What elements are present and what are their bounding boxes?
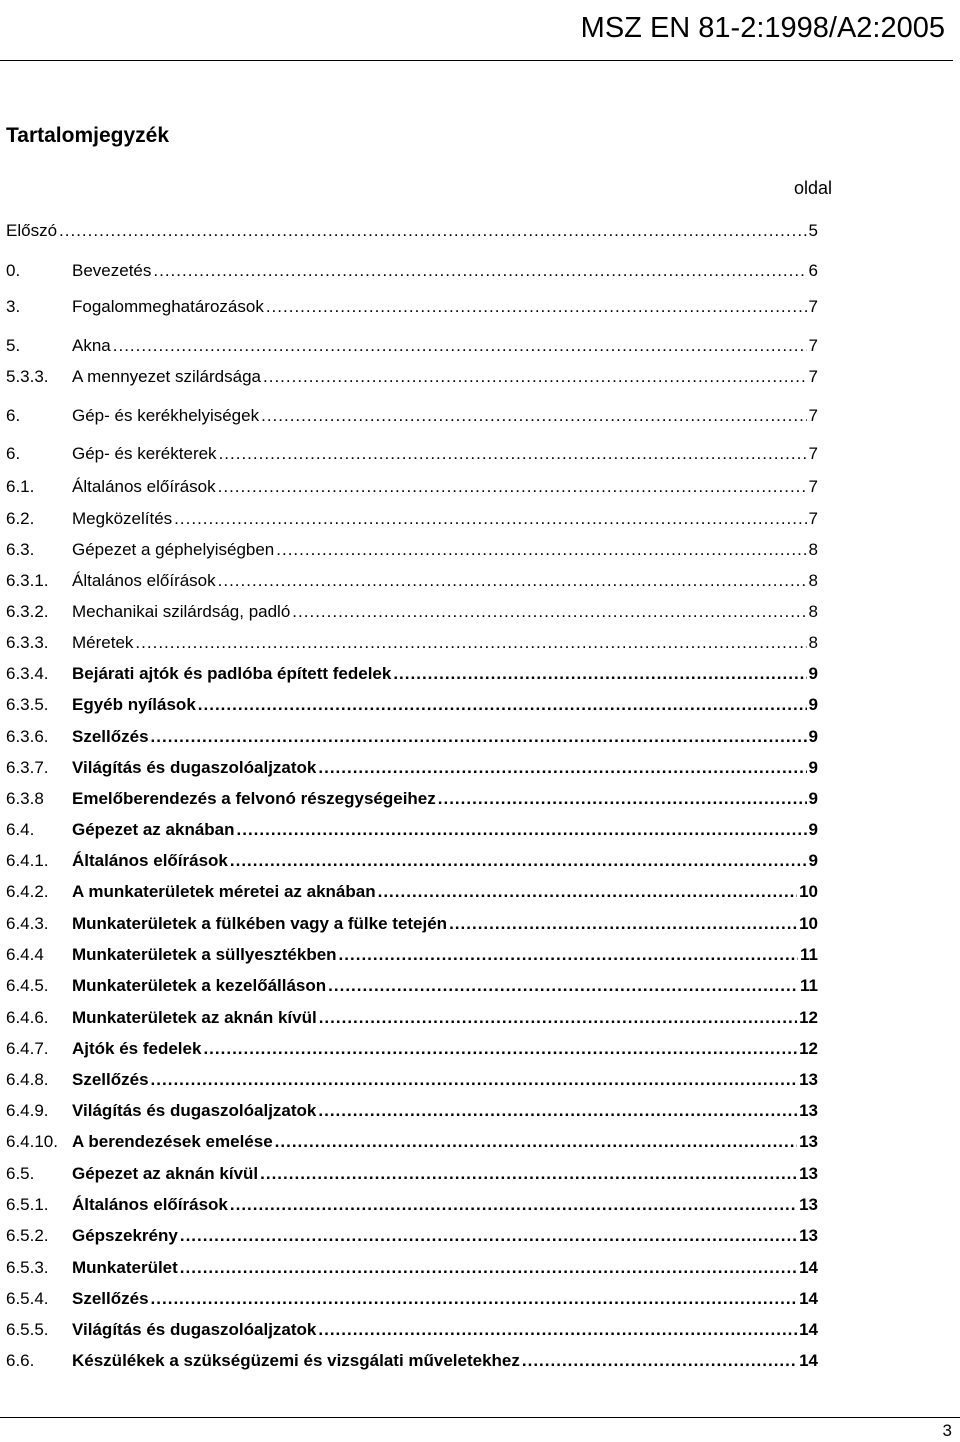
toc-entry[interactable] (6, 911, 818, 937)
toc-entry[interactable] (6, 1223, 818, 1249)
toc-entry-title: Gépezet az aknán kívül (72, 1164, 259, 1183)
toc-entry-title: Munkaterület (72, 1258, 178, 1277)
toc-entry-page: 8 (808, 571, 818, 590)
toc-entry-number: 6.5. (6, 1164, 35, 1183)
toc-entry[interactable] (6, 1036, 818, 1062)
toc-entry[interactable] (6, 599, 818, 625)
toc-entry-title: Akna (72, 336, 111, 355)
footer-divider (0, 1417, 960, 1418)
toc-entry-page: 7 (808, 406, 818, 425)
toc-entry-title: Gép- és kerékterek (72, 444, 217, 463)
toc-dot-leader (339, 942, 798, 968)
toc-entry[interactable] (6, 1317, 818, 1343)
header-divider (0, 60, 953, 61)
toc-entry[interactable] (6, 294, 818, 320)
toc-entry-number: 6.4.10. (6, 1132, 58, 1151)
toc-entry-page: 7 (808, 336, 818, 355)
toc-dot-leader (292, 599, 806, 625)
toc-entry[interactable] (6, 879, 818, 905)
toc-entry[interactable] (6, 474, 818, 500)
toc-entry-number: 6.3.6. (6, 727, 49, 746)
toc-entry-title: Szellőzés (72, 727, 149, 746)
toc-dot-leader (263, 364, 807, 390)
toc-entry-number: 6.4.7. (6, 1039, 49, 1058)
toc-entry-number: 5. (6, 336, 21, 355)
toc-entry-number: 6. (6, 406, 21, 425)
toc-entry-page: 13 (799, 1132, 818, 1151)
toc-dot-leader (275, 1129, 797, 1155)
toc-entry-number: 6.4.6. (6, 1008, 49, 1027)
toc-entry-number: 6.4.4 (6, 945, 44, 964)
toc-entry-page: 11 (800, 945, 818, 964)
toc-entry-number: 6.5.3. (6, 1258, 49, 1277)
page-header (0, 0, 953, 60)
toc-entry[interactable] (6, 1192, 818, 1218)
toc-entry[interactable] (6, 724, 818, 750)
toc-dot-leader (151, 1286, 798, 1312)
toc-entry-number: 6.3.7. (6, 758, 49, 777)
toc-entry-title: A munkaterületek méretei az aknában (72, 882, 376, 901)
toc-dot-leader (378, 879, 797, 905)
toc-entry-title: Készülékek a szükségüzemi és vizsgálati műveletekhez (72, 1351, 520, 1370)
toc-entry-page: 5 (808, 221, 818, 240)
toc-entry-title: Előszó (6, 221, 58, 240)
toc-entry-title: Általános előírások (72, 571, 216, 590)
toc-entry-number: 6.6. (6, 1351, 35, 1370)
toc-entry[interactable] (6, 218, 818, 244)
toc-entry-number: 6.3.4. (6, 664, 49, 683)
toc-entry-page: 12 (799, 1039, 818, 1058)
toc-dot-leader (59, 218, 807, 244)
toc-entry-page: 9 (808, 695, 818, 714)
toc-entry-page: 13 (799, 1164, 818, 1183)
toc-dot-leader (438, 786, 807, 812)
toc-entry-page: 10 (799, 882, 818, 901)
toc-entry-title: Munkaterületek a süllyesztékben (72, 945, 337, 964)
toc-entry-title: Gépezet az aknában (72, 820, 235, 839)
toc-entry[interactable] (6, 1005, 818, 1031)
toc-entry-page: 8 (808, 602, 818, 621)
toc-entry[interactable] (6, 973, 818, 999)
toc-entry-title: Szellőzés (72, 1289, 149, 1308)
toc-entry-title: Szellőzés (72, 1070, 149, 1089)
toc-entry[interactable] (6, 1129, 818, 1155)
toc-entry-number: 0. (6, 261, 21, 280)
toc-entry[interactable] (6, 692, 818, 718)
toc-entry-number: 5.3.3. (6, 367, 49, 386)
toc-entry-title: Munkaterületek a fülkében vagy a fülke tetején (72, 914, 448, 933)
toc-dot-leader (319, 1005, 797, 1031)
toc-entry-page: 14 (799, 1351, 818, 1370)
toc-entry-title: Munkaterületek az aknán kívül (72, 1008, 317, 1027)
toc-entry[interactable] (6, 817, 818, 843)
toc-entry[interactable] (6, 537, 818, 563)
toc-entry-number: 6.3.1. (6, 571, 49, 590)
toc-entry-number: 6.3. (6, 540, 35, 559)
toc-entry[interactable] (6, 786, 818, 812)
toc-dot-leader (237, 817, 807, 843)
toc-dot-leader (328, 973, 798, 999)
toc-entry-title: Gépezet a géphelyiségben (72, 540, 275, 559)
toc-entry[interactable] (6, 942, 818, 968)
toc-entry-title: Egyéb nyílások (72, 695, 196, 714)
toc-entry-page: 12 (799, 1008, 818, 1027)
toc-dot-leader (522, 1348, 797, 1374)
toc-entry-number: 6.5.2. (6, 1226, 49, 1245)
toc-entry-title: Megközelítés (72, 509, 173, 528)
toc-entry-page: 9 (808, 820, 818, 839)
toc-entry-title: Mechanikai szilárdság, padló (72, 602, 291, 621)
toc-dot-leader (218, 568, 807, 594)
toc-entry-number: 6.4.9. (6, 1101, 49, 1120)
toc-entry-title: Emelőberendezés a felvonó részegységeihez (72, 789, 436, 808)
toc-entry-number: 6.3.2. (6, 602, 49, 621)
toc-entry-page: 14 (799, 1289, 818, 1308)
toc-dot-leader (318, 1317, 797, 1343)
toc-entry[interactable] (6, 568, 818, 594)
toc-dot-leader (153, 258, 806, 284)
toc-entry[interactable] (6, 258, 818, 284)
toc-entry-number: 6.4.3. (6, 914, 49, 933)
toc-entry-title: Ajtók és fedelek (72, 1039, 202, 1058)
toc-entry-number: 6.3.8 (6, 789, 44, 808)
toc-entry-number: 6.5.5. (6, 1320, 49, 1339)
toc-dot-leader (151, 1067, 798, 1093)
toc-entry[interactable] (6, 506, 818, 532)
toc-dot-leader (218, 474, 807, 500)
toc-entry-page: 7 (808, 477, 818, 496)
toc-dot-leader (113, 333, 807, 359)
toc-entry-page: 9 (808, 727, 818, 746)
toc-dot-leader (135, 630, 806, 656)
toc-entry-title: Munkaterületek a kezelőálláson (72, 976, 327, 995)
toc-entry[interactable] (6, 1161, 818, 1187)
page-number: 3 (942, 1421, 952, 1440)
toc-entry[interactable] (6, 630, 818, 656)
toc-entry-page: 8 (808, 633, 818, 652)
toc-entry-page: 11 (800, 976, 818, 995)
toc-entry-page: 13 (799, 1101, 818, 1120)
toc-entry-number: 6.5.1. (6, 1195, 49, 1214)
toc-entry-page: 7 (808, 444, 818, 463)
toc-dot-leader (449, 911, 797, 937)
toc-dot-leader (318, 1098, 797, 1124)
toc-entry-number: 6.3.5. (6, 695, 49, 714)
toc-dot-leader (151, 724, 807, 750)
toc-entry-number: 6.3.3. (6, 633, 49, 652)
toc-entry-number: 6. (6, 444, 21, 463)
toc-entry-page: 13 (799, 1070, 818, 1089)
toc-entry-page: 7 (808, 297, 818, 316)
page-column-label: oldal (793, 178, 832, 198)
toc-entry[interactable] (6, 441, 818, 467)
toc-entry[interactable] (6, 333, 818, 359)
toc-entry-number: 6.1. (6, 477, 35, 496)
toc-dot-leader (180, 1255, 797, 1281)
toc-entry-number: 6.4.1. (6, 851, 49, 870)
toc-entry[interactable] (6, 1098, 818, 1124)
toc-dot-leader (266, 294, 807, 320)
toc-entry[interactable] (6, 848, 818, 874)
toc-dot-leader (260, 1161, 797, 1187)
toc-entry-page: 13 (799, 1226, 818, 1245)
toc-entry-page: 10 (799, 914, 818, 933)
toc-title: Tartalomjegyzék (6, 124, 170, 147)
toc-entry-page: 8 (808, 540, 818, 559)
toc-entry-title: Általános előírások (72, 1195, 228, 1214)
toc-entry-title: A berendezések emelése (72, 1132, 273, 1151)
toc-dot-leader (230, 848, 807, 874)
toc-dot-leader (276, 537, 806, 563)
toc-entry-page: 9 (808, 664, 818, 683)
toc-entry-number: 3. (6, 297, 21, 316)
toc-entry-title: Fogalommeghatározások (72, 297, 264, 316)
toc-entry[interactable] (6, 755, 818, 781)
toc-dot-leader (261, 403, 806, 429)
toc-entry-number: 6.4.8. (6, 1070, 49, 1089)
toc-entry[interactable] (6, 403, 818, 429)
toc-dot-leader (174, 506, 806, 532)
toc-entry[interactable] (6, 364, 818, 390)
toc-entry-title: Gép- és kerékhelyiségek (72, 406, 260, 425)
toc-entry[interactable] (6, 1255, 818, 1281)
toc-entry-page: 14 (799, 1320, 818, 1339)
toc-entry-number: 6.4.2. (6, 882, 49, 901)
toc-dot-leader (393, 661, 806, 687)
toc-dot-leader (318, 755, 806, 781)
toc-entry-page: 6 (808, 261, 818, 280)
toc-entry[interactable] (6, 1067, 818, 1093)
toc-entry-title: Általános előírások (72, 477, 216, 496)
toc-entry-title: Általános előírások (72, 851, 228, 870)
toc-dot-leader (180, 1223, 797, 1249)
toc-dot-leader (198, 692, 807, 718)
toc-entry-number: 6.4. (6, 820, 35, 839)
toc-entry-title: Világítás és dugaszolóaljzatok (72, 758, 317, 777)
toc-entry[interactable] (6, 661, 818, 687)
toc-entry-title: A mennyezet szilárdsága (72, 367, 261, 386)
document-standard-id: MSZ EN 81-2:1998/A2:2005 (580, 12, 945, 44)
toc-entry-page: 13 (799, 1195, 818, 1214)
toc-entry-title: Bevezetés (72, 261, 152, 280)
toc-entry-number: 6.4.5. (6, 976, 49, 995)
toc-entry-page: 9 (808, 758, 818, 777)
toc-dot-leader (203, 1036, 797, 1062)
toc-entry-title: Méretek (72, 633, 134, 652)
toc-entry-page: 7 (808, 509, 818, 528)
toc-entry-page: 14 (799, 1258, 818, 1277)
toc-dot-leader (230, 1192, 797, 1218)
toc-entry[interactable] (6, 1286, 818, 1312)
toc-entry-title: Bejárati ajtók és padlóba épített fedelek (72, 664, 392, 683)
toc-entry-page: 7 (808, 367, 818, 386)
toc-entry-number: 6.5.4. (6, 1289, 49, 1308)
toc-entry-number: 6.2. (6, 509, 35, 528)
toc-entry-title: Világítás és dugaszolóaljzatok (72, 1101, 317, 1120)
toc-entry-page: 9 (808, 851, 818, 870)
toc-dot-leader (219, 441, 807, 467)
toc-entry-page: 9 (808, 789, 818, 808)
toc-entry[interactable] (6, 1348, 818, 1374)
toc-entry-title: Világítás és dugaszolóaljzatok (72, 1320, 317, 1339)
toc-entry-title: Gépszekrény (72, 1226, 178, 1245)
